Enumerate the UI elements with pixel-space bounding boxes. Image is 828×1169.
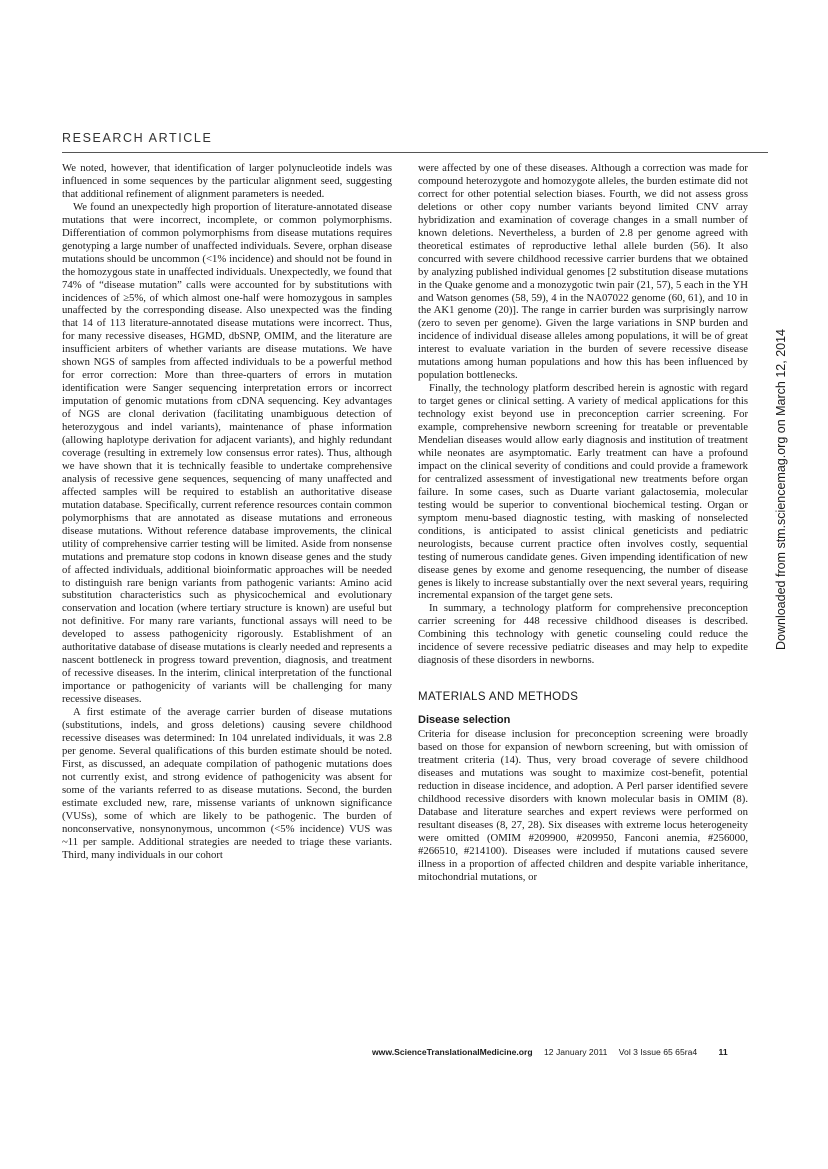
paragraph: A first estimate of the average carrier burden of disease mutations (substitutions, indels, and gross deletions) causing severe childhood recessive diseases was determined: In 104 unrelated individuals, it was 2.8 per genome. Several qualifications of this burden estimate should be noted. First, as discussed, an adequate compilation of pathogenic mutations does not currently exist, and strong evidence of pathogenicity was absent for some of the variants referred to as disease mutations. Second, the burden estimate excluded new, rare, missense variants of unknown significance (VUSs), some of which are likely to be pathogenic. The burden of nonconservative, nonsynonymous, uncommon (<5% incidence) VUS was ~11 per sample. Additional strategies are needed to triage these variants. Third, many individuals in our cohort bbox=[62, 706, 392, 861]
subsection-heading: Disease selection bbox=[418, 714, 511, 727]
header-rule bbox=[62, 152, 768, 153]
footer bbox=[372, 1047, 728, 1057]
footer-url[interactable]: www.ScienceTranslationalMedicine.org bbox=[372, 1047, 533, 1057]
download-stamp: Downloaded from stm.sciencemag.org on March 12, 2014 bbox=[774, 329, 788, 650]
page-number: 11 bbox=[718, 1047, 728, 1057]
paragraph: In summary, a technology platform for comprehensive preconception carrier screening for 448 recessive childhood diseases is described. Combining this technology with genetic counseling could reduce the incidence of severe recessive pediatric diseases and may help to expedite diagnosis of these disorders in newborns. bbox=[418, 602, 748, 667]
paragraph: were affected by one of these diseases. Although a correction was made for compound heterozygote and homozygote alleles, the burden estimate did not correct for other potential selection biases. Fourth, we did not assess gross deletions or other copy number variants beyond limited CNV array hybridization and examination of coverage changes in a small number of known deletions. Nevertheless, a burden of 2.8 per genome agreed with theoretical estimates of reproductive lethal allele burden (56). It also concurred with severe childhood recessive carrier burdens that we obtained by analyzing published individual genomes [2 substitution disease mutations in the Quake genome and a monozygotic twin pair (21, 57), 5 each in the YH and Watson genomes (58, 59), 4 in the NA07022 genome (60, 61), and 10 in the AK1 genome (20)]. The range in carrier burden was surprisingly narrow (zero to seven per genome). Given the large variations in SNP burden and incidence of individual disease alleles among populations, it will be of great interest to evaluate variation in the burden of severe recessive disease mutations among human populations and how this has been influenced by population bottlenecks. bbox=[418, 162, 748, 382]
right-column bbox=[418, 162, 748, 884]
paragraph: Finally, the technology platform described herein is agnostic with regard to target genes or clinical setting. A variety of medical applications for this technology exist beyond use in preconception carrier screening. For example, comprehensive newborn screening for treatable or preventable Mendelian diseases would allow early diagnosis and institution of treatment while neonates are asymptomatic. Early treatment can have a profound impact on the clinical severity of conditions and could provide a framework for centralized assessment of investigational new treatments before organ failure. In some cases, such as Duarte variant galactosemia, molecular testing would be superior to conventional biochemical testing. Organ or symptom menu-based diagnostic testing, with masking of nonselected conditions, is anticipated to assist clinical geneticists and pediatric neurologists, because current practice often involves costly, sequential testing of numerous candidate genes. Given impending identification of new disease genes by exome and genome resequencing, the number of disease genes is likely to increase substantially over the next several years, requiring incremental expansion of the target gene sets. bbox=[418, 382, 748, 602]
footer-date: 12 January 2011 bbox=[544, 1047, 608, 1057]
paragraph: We noted, however, that identification of larger polynucleotide indels was influenced in some sequences by the particular alignment seed, suggesting that additional refinement of alignment parameters is needed. bbox=[62, 162, 392, 200]
paragraph: We found an unexpectedly high proportion of literature-annotated disease mutations that were incorrect, incomplete, or common polymorphisms. Differentiation of common polymorphisms from disease mutations requires genotyping a large number of unaffected individuals. Severe, orphan disease mutations should be uncommon (<1% incidence) and should not be found in the homozygous state in unaffected individuals. Unexpectedly, we found that 74% of “disease mutation” calls were accounted for by substitutions with incidences of ≥5%, of which almost one-half were homozygous in samples unaffected by the corresponding disease. Also unexpected was the finding that 14 of 113 literature-annotated disease mutations were incorrect. Thus, for many recessive diseases, HGMD, dbSNP, OMIM, and the literature are insufficient arbiters of whether variants are disease mutations. We have shown NGS of samples from affected individuals to be a powerful method for error correction: More than three-quarters of errors in mutation identification were Sanger sequencing interpretation errors or incorrect imputation of genomic mutations from cDNA sequencing. Key advantages of NGS are clonal derivation (facilitating unambiguous detection of heterozygous and indel variants), maintenance of phase information (allowing haplotype derivation for adjacent variants), and highly redundant coverage (resulting in extremely low consensus error rates). Thus, although we have shown that it is technically feasible to undertake comprehensive analysis of recessive gene sequences, sequencing of many unaffected and affected samples will be required to establish an authoritative disease mutation database. Specifically, current reference resources contain common polymorphisms that are annotated as disease mutations and erroneous disease mutations. Without reference database improvements, the clinical utility of comprehensive carrier testing will be limited. Aside from nonsense mutations and premature stop codons in known disease genes and the study of affected individuals, additional bioinformatic approaches will be needed to distinguish rare benign variants from pathogenic variants: Amino acid substitution characteristics such as physicochemical and evolutionary conservation and location (where tertiary structure is known) are useful but not definitive. For many rare variants, functional assays will need to be developed to assess pathogenicity rigorously. Establishment of an authoritative database of disease mutations is clearly needed and represents a nascent bottleneck in progress toward prevention, diagnosis, and treatment of recessive diseases. In the interim, clinical interpretation of the functional importance or pathogenicity of variants will be challenging for many recessive diseases. bbox=[62, 200, 392, 706]
section-heading: MATERIALS AND METHODS bbox=[418, 691, 579, 704]
running-head: RESEARCH ARTICLE bbox=[62, 131, 213, 145]
paragraph: Criteria for disease inclusion for preconception screening were broadly based on those for expansion of newborn screening, but with omission of treatment criteria (14). Thus, very broad coverage of severe childhood diseases and mutations was sought to maximize cost-benefit, potential reduction in disease incidence, and adoption. A Perl parser identified severe childhood recessive disorders with known molecular basis in OMIM (8). Database and literature searches and expert reviews were performed on resultant diseases (8, 27, 28). Six diseases with extreme locus heterogeneity were omitted (OMIM #209900, #209950, Fanconi anemia, #256000, #266510, #214100). Diseases were included if mutations caused severe illness in a proportion of affected children and despite variable inheritance, mitochondrial mutations, or bbox=[418, 728, 748, 883]
left-column bbox=[62, 162, 392, 861]
footer-volume: Vol 3 Issue 65 65ra4 bbox=[618, 1047, 698, 1057]
